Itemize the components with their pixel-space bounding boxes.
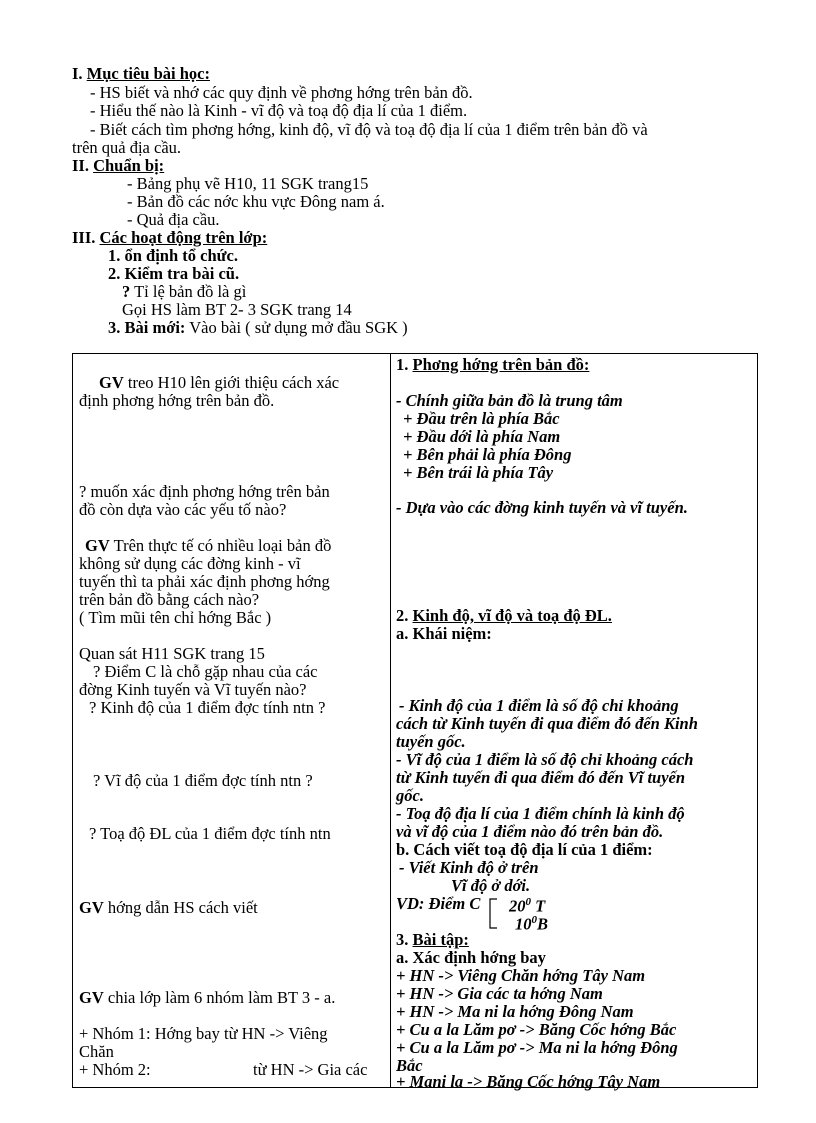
right-e6: + Mani la -> Băng Cốc hớng Tây Nam xyxy=(396,1072,661,1091)
left-group1-line2: Chăn xyxy=(79,1042,114,1061)
right-h3a: a. Xác định hớng bay xyxy=(396,948,546,967)
right-h1 xyxy=(396,356,589,374)
left-q1-line2: đồ còn dựa vào các yếu tố nào? xyxy=(79,500,287,519)
preparation-3: - Quả địa cầu. xyxy=(127,210,220,229)
longitude-value: 20 xyxy=(509,896,526,916)
left-p2-line2: không sử dụng các đờng kinh - vĩ xyxy=(79,554,301,573)
lesson-table xyxy=(72,353,758,1091)
right-e1: + HN -> Viêng Chăn hớng Tây Nam xyxy=(396,966,646,985)
left-p2-line3: tuyến thì ta phải xác định phơng hớng xyxy=(79,572,330,591)
left-p4-text: hớng dẫn HS cách viết xyxy=(107,898,258,917)
right-r3: + Đầu dới là phía Nam xyxy=(403,427,561,446)
section-2-heading xyxy=(72,157,164,175)
left-p3-line4: ? Kinh độ của 1 điểm đợc tính ntn ? xyxy=(89,698,326,717)
left-p3-line2: ? Điểm C là chỗ gặp nhau của các xyxy=(93,662,318,681)
left-q1-line1: ? muốn xác định phơng hớng trên bản xyxy=(79,482,330,501)
right-h2 xyxy=(396,607,612,625)
coordinate-bracket xyxy=(488,898,498,930)
longitude-direction: T xyxy=(535,896,546,916)
heading-title: Phơng hớng trên bản đồ: xyxy=(412,355,590,374)
content-column xyxy=(391,354,758,1091)
review-question-1-text: Tỉ lệ bản đồ là gì xyxy=(134,282,247,301)
right-k3-line2: và vĩ độ của 1 điểm nào đó trên bản đồ. xyxy=(396,822,664,841)
heading-number: 1. xyxy=(396,355,409,374)
activity-3 xyxy=(108,319,408,337)
gv-label: GV xyxy=(85,536,110,555)
right-e4: + Cu a la Lăm pơ -> Băng Cốc hớng Bắc xyxy=(396,1020,677,1039)
objective-3-cont: trên quả địa cầu. xyxy=(72,138,182,157)
preparation-1: - Bảng phụ vẽ H10, 11 SGK trang15 xyxy=(127,174,369,193)
left-p2-line4: trên bản đồ bằng cách nào? xyxy=(79,590,260,609)
teacher-activities-column xyxy=(73,354,391,1088)
heading-number: 3. xyxy=(396,930,409,949)
left-p1-line1 xyxy=(99,374,339,392)
left-p1-text: treo H10 lên giới thiệu cách xác xyxy=(127,373,340,392)
activity-3-label: 3. Bài mới: xyxy=(108,318,186,337)
right-e2: + HN -> Gia các ta hớng Nam xyxy=(396,984,603,1003)
right-e5-line1: + Cu a la Lăm pơ -> Ma ni la hớng Đông xyxy=(396,1038,678,1057)
heading-title: Kinh độ, vĩ độ và toạ độ ĐL. xyxy=(412,606,612,625)
right-k3-line1: - Toạ độ địa lí của 1 điểm chính là kinh độ xyxy=(396,804,685,823)
example-latitude xyxy=(515,911,548,934)
activity-2: 2. Kiểm tra bài cũ. xyxy=(108,264,240,283)
right-e5-line2: Bắc xyxy=(396,1056,423,1075)
left-p5 xyxy=(79,989,335,1007)
section-1-number: I. xyxy=(72,64,83,83)
preparation-2: - Bản đồ các nớc khu vực Đông nam á. xyxy=(127,192,385,211)
section-1-heading xyxy=(72,65,210,83)
left-p2-line5: ( Tìm mũi tên chỉ hớng Bắc ) xyxy=(79,608,272,627)
objective-3: - Biết cách tìm phơng hớng, kinh độ, vĩ độ và toạ độ địa lí của 1 điểm trên bản đồ và xyxy=(90,120,648,139)
right-k2-line2: từ Kinh tuyến đi qua điểm đó đến Vĩ tuyến xyxy=(396,768,686,787)
latitude-value: 10 xyxy=(515,914,532,934)
activity-3-text: Vào bài ( sử dụng mở đầu SGK ) xyxy=(189,318,408,337)
right-k2-line1: - Vĩ độ của 1 điểm là số độ chỉ khoảng cách xyxy=(396,750,694,769)
section-1-title: Mục tiêu bài học: xyxy=(86,64,210,83)
section-3-number: III. xyxy=(72,228,96,247)
right-k2-line3: gốc. xyxy=(396,786,424,805)
left-p2-text: Trên thực tế có nhiều loại bản đồ xyxy=(113,536,332,555)
heading-number: 2. xyxy=(396,606,409,625)
degree-sup: 0 xyxy=(525,896,531,908)
review-question-1 xyxy=(122,283,246,301)
heading-title: Bài tập: xyxy=(412,930,469,949)
right-r5: + Bên trái là phía Tây xyxy=(403,463,554,482)
right-r1: - Chính giữa bản đồ là trung tâm xyxy=(396,391,623,410)
right-r4: + Bên phải là phía Đông xyxy=(403,445,572,464)
section-3-heading xyxy=(72,229,267,247)
left-p2-line1 xyxy=(85,537,331,555)
section-3-title: Các hoạt động trên lớp: xyxy=(99,228,268,247)
degree-sup: 0 xyxy=(531,914,537,926)
right-h3 xyxy=(396,931,469,949)
question-mark: ? xyxy=(122,282,131,301)
right-w1: - Viết Kinh độ ở trên xyxy=(399,858,539,877)
left-p5-text: chia lớp làm 6 nhóm làm BT 3 - a. xyxy=(107,988,336,1007)
right-example-label: VD: Điểm C xyxy=(396,894,481,913)
right-r2: + Đầu trên là phía Bắc xyxy=(403,409,560,428)
activity-1: 1. ổn định tổ chức. xyxy=(108,246,239,265)
section-2-title: Chuẩn bị: xyxy=(93,156,165,175)
left-p3-line1: Quan sát H11 SGK trang 15 xyxy=(79,644,265,663)
right-h2a: a. Khái niệm: xyxy=(396,624,492,643)
latitude-direction: B xyxy=(537,914,549,934)
objective-2: - Hiểu thế nào là Kinh - vĩ độ và toạ độ địa lí của 1 điểm. xyxy=(90,101,468,120)
gv-label: GV xyxy=(79,898,104,917)
right-k1-line2: cách từ Kinh tuyến đi qua điểm đó đến Kinh xyxy=(396,714,698,733)
left-q3: ? Toạ độ ĐL của 1 điểm đợc tính ntn xyxy=(89,824,331,843)
left-group2-a: + Nhóm 2: xyxy=(79,1060,151,1079)
right-k1-line3: tuyến gốc. xyxy=(396,732,466,751)
left-q2: ? Vĩ độ của 1 điểm đợc tính ntn ? xyxy=(93,771,313,790)
right-k1-line1: - Kinh độ của 1 điểm là số độ chỉ khoảng xyxy=(399,696,679,715)
gv-label: GV xyxy=(79,988,104,1007)
left-group2-b: từ HN -> Gia các xyxy=(253,1060,368,1079)
review-question-2: Gọi HS làm BT 2- 3 SGK trang 14 xyxy=(122,300,352,319)
left-p4 xyxy=(79,899,258,917)
right-h2b: b. Cách viết toạ độ địa lí của 1 điểm: xyxy=(396,840,653,859)
right-e3: + HN -> Ma ni la hớng Đông Nam xyxy=(396,1002,634,1021)
left-p3-line3: đờng Kinh tuyến và Vĩ tuyến nào? xyxy=(79,680,307,699)
left-p1-line2: định phơng hớng trên bản đồ. xyxy=(79,391,275,410)
right-r6: - Dựa vào các đờng kinh tuyến và vĩ tuyến. xyxy=(396,498,688,517)
gv-label: GV xyxy=(99,373,124,392)
left-group1-line1: + Nhóm 1: Hớng bay từ HN -> Viêng xyxy=(79,1024,328,1043)
section-2-number: II. xyxy=(72,156,89,175)
objective-1: - HS biết và nhớ các quy định về phơng hớng trên bản đồ. xyxy=(90,83,473,102)
right-w2: Vĩ độ ở dới. xyxy=(451,876,531,895)
